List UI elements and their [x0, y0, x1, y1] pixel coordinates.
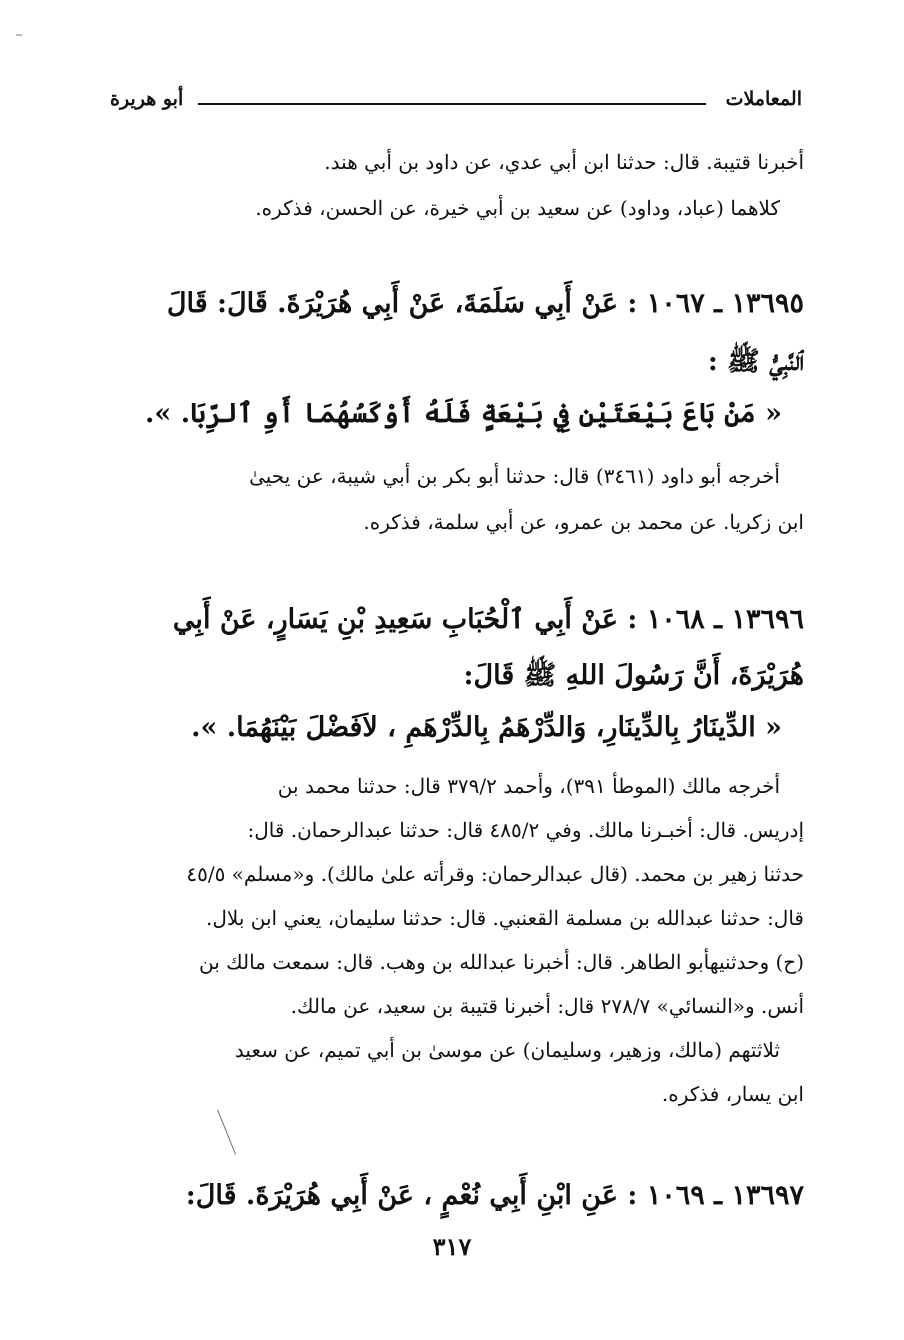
stray-pen-mark — [217, 1110, 236, 1155]
isnad-line: ٱلنَّبِيُّ ﷺ : — [707, 346, 804, 377]
isnad-line: هُرَيْرَةَ، أَنَّ رَسُولَ اللهِ ﷺ قَالَ: — [463, 660, 804, 691]
isnad-line: ١٣٦٩٦ ـ ١٠٦٨ : عَنْ أَبِي ٱلْحُبَابِ سَعِيدِ بْنِ يَسَارٍ، عَنْ أَبِي — [172, 604, 804, 635]
scan-mark — [16, 34, 22, 36]
text-line: كلاهما (عباد، وداود) عن سعيد بن أبي خيرة، عن الحسن، فذكره. — [255, 196, 780, 220]
intro-block — [104, 150, 804, 230]
header-rule — [198, 103, 706, 105]
takhrij-line: أخرجه مالك (الموطأ ٣٩١)، وأحمد ٣٧٩/٢ قال: حدثنا محمد بن — [277, 774, 780, 798]
chapter-title: المعاملات — [725, 88, 802, 110]
takhrij-line: ابن زكريا. عن محمد بن عمرو، عن أبي سلمة، فذكره. — [363, 510, 804, 534]
takhrij-line: قال: حدثنا عبدالله بن مسلمة القعنبي. قال: حدثنا سليمان، يعني ابن بلال. — [206, 906, 804, 930]
page-number: ٣١٧ — [432, 1232, 472, 1261]
running-header — [110, 88, 802, 122]
takhrij-line: إدريس. قال: أخبـرنا مالك. وفي ٤٨٥/٢ قال: حدثنا عبدالرحمان. قال: — [247, 818, 804, 842]
text-line: أخبرنا قتيبة. قال: حدثنا ابن أبي عدي، عن داود بن أبي هند. — [324, 150, 804, 174]
takhrij-line: حدثنا زهير بن محمد. (قال عبدالرحمان: وقرأته علىٰ مالك). و«مسلم» ٤٥/٥ — [186, 862, 804, 886]
matn-line: « مَنْ بَاعَ بَيْعَتَيْنِ فِي بَيْعَةٍ فَلَهُ أَوْكَسُهُمَا أَوِ ٱلرِّبَا. ». — [145, 398, 782, 429]
summary-line: ثلاثتهم (مالك، وزهير، وسليمان) عن موسىٰ بن أبي تميم، عن سعيد — [234, 1038, 780, 1062]
isnad-line: ١٣٦٩٥ ـ ١٠٦٧ : عَنْ أَبِي سَلَمَةَ، عَنْ أَبِي هُرَيْرَةَ. قَالَ: قَالَ — [166, 288, 804, 319]
hadith-13697 — [104, 1180, 804, 1224]
hadith-13695 — [104, 288, 804, 548]
matn-line: « الدِّينَارُ بِالدِّينَارِ، وَالدِّرْهَمُ بِالدِّرْهَمِ ، لاَفَضْلَ بَيْنَهُمَا. ». — [191, 712, 782, 743]
takhrij-line: (ح) وحدثنيهأبو الطاهر. قال: أخبرنا عبدالله بن وهب. قال: سمعت مالك بن — [198, 950, 804, 974]
hadith-13696 — [104, 604, 804, 1104]
isnad-line: ١٣٦٩٧ ـ ١٠٦٩ : عَنِ ابْنِ أَبِي نُعْمٍ ، عَنْ أَبِي هُرَيْرَةَ. قَالَ: — [185, 1180, 804, 1211]
summary-line: ابن يسار، فذكره. — [661, 1082, 804, 1106]
takhrij-line: أنس. و«النسائي» ٢٧٨/٧ قال: أخبرنا قتيبة بن سعيد، عن مالك. — [290, 994, 804, 1018]
takhrij-line: أخرجه أبو داود (٣٤٦١) قال: حدثنا أبو بكر بن أبي شيبة، عن يحيىٰ — [249, 464, 780, 488]
narrator-title: أبو هريرة — [110, 88, 184, 110]
